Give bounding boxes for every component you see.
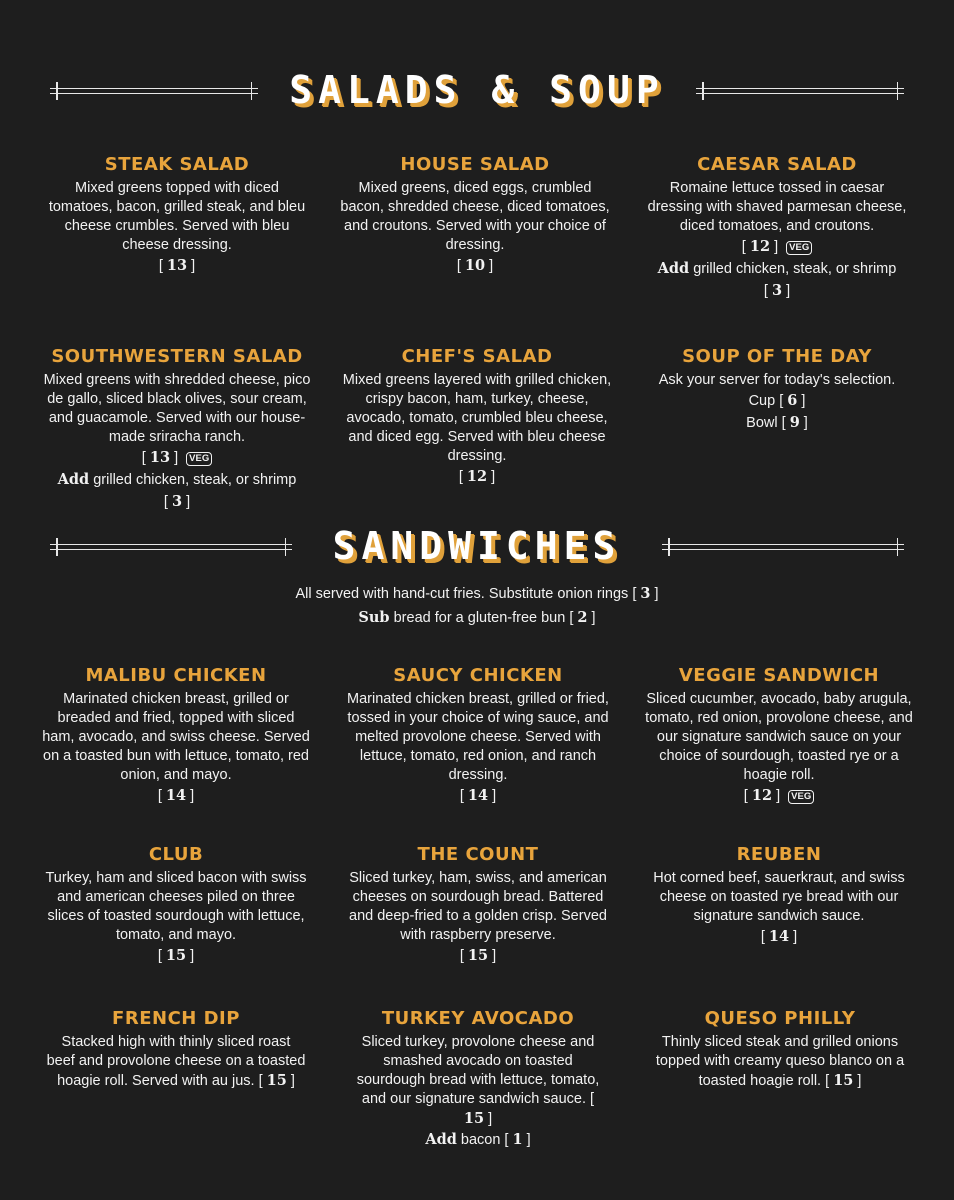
menu-item-malibu-chicken bbox=[40, 665, 312, 807]
note-price: 2 bbox=[577, 609, 588, 626]
cup-price: 6 bbox=[787, 392, 798, 409]
item-description: Mixed greens with shredded cheese, pico de gallo, sliced black olives, sour cream, and guacamole. Served with our house-made sriracha ranch. bbox=[43, 372, 311, 445]
sandwiches-note-1: All served with hand-cut fries. Substitute onion rings [ 3 ] bbox=[295, 585, 659, 602]
divider-right bbox=[696, 88, 904, 94]
divider-right bbox=[662, 544, 904, 550]
item-name: MALIBU CHICKEN bbox=[85, 665, 267, 686]
item-price: 13 bbox=[149, 449, 171, 466]
item-description: Sliced turkey, ham, swiss, and american cheeses on sourdough bread. Battered and deep-fried to a golden crisp. Served with raspberry preserve. bbox=[349, 870, 607, 943]
price-line: [ 14 ] bbox=[157, 787, 195, 804]
item-price: 14 bbox=[467, 787, 489, 804]
menu-item-caesar-salad bbox=[642, 154, 912, 302]
item-price: 15 bbox=[165, 947, 187, 964]
item-price: 12 bbox=[749, 238, 771, 255]
price-line: [ 15 ] bbox=[459, 947, 497, 964]
item-name: SOUP OF THE DAY bbox=[682, 346, 872, 367]
menu-item-queso-philly bbox=[648, 1008, 912, 1091]
add-word: Add bbox=[57, 471, 90, 488]
item-description: Mixed greens layered with grilled chicken, crispy bacon, ham, turkey, cheese, avocado, tomato, crumbled bleu cheese, and diced egg. Served with bleu cheese dressing. bbox=[342, 372, 612, 464]
note-text: All served with hand-cut fries. Substitute onion rings bbox=[295, 586, 629, 602]
item-name: SOUTHWESTERN SALAD bbox=[51, 346, 303, 367]
menu-item-veggie-sandwich bbox=[644, 665, 914, 807]
item-price: 13 bbox=[166, 257, 188, 274]
sandwiches-note-2: Sub bread for a gluten-free bun [ 2 ] bbox=[358, 609, 596, 626]
item-description: Marinated chicken breast, grilled or breaded and fried, topped with sliced ham, avocado, and swiss cheese. Served on a toasted bun with lettuce, tomato, red onion, and mayo. bbox=[42, 691, 310, 783]
item-name: CLUB bbox=[148, 844, 204, 865]
item-name: CAESAR SALAD bbox=[697, 154, 857, 175]
item-description: Mixed greens, diced eggs, crumbled bacon, shredded cheese, diced tomatoes, and croutons. Served with your choice of dressing. bbox=[340, 180, 610, 253]
item-price: 12 bbox=[751, 787, 773, 804]
item-name: HOUSE SALAD bbox=[400, 154, 550, 175]
add-word: Add bbox=[425, 1131, 457, 1148]
desc-text: Stacked high with thinly sliced roast beef and provolone cheese on a toasted hoagie roll. Served with au jus. bbox=[46, 1034, 306, 1089]
item-description: Sliced turkey, provolone cheese and smashed avocado on toasted sourdough bread with lettuce, tomato, and our signature sandwich sauce. [ 15 ] bbox=[356, 1034, 600, 1127]
menu-item-southwestern-salad bbox=[38, 346, 316, 513]
add-on-price: 1 bbox=[512, 1131, 523, 1148]
menu-item-the-count bbox=[340, 844, 616, 967]
add-on-line bbox=[642, 258, 912, 280]
price-line: [ 13 ] bbox=[158, 257, 196, 274]
menu-item-reuben bbox=[644, 844, 914, 948]
item-price: 10 bbox=[464, 257, 486, 274]
add-on-line: Add bacon [ 1 ] bbox=[425, 1131, 531, 1148]
item-description: Marinated chicken breast, grilled or fried, tossed in your choice of wing sauce, and melted provolone cheese. Served with lettuce, tomato, red onion, and ranch dressing. bbox=[347, 691, 609, 783]
item-name: QUESO PHILLY bbox=[704, 1008, 856, 1029]
price-line: [ 14 ] bbox=[760, 928, 798, 945]
menu-item-club bbox=[40, 844, 312, 967]
item-description: Stacked high with thinly sliced roast beef and provolone cheese on a toasted hoagie roll. Served with au jus. [ 15 ] bbox=[46, 1034, 306, 1089]
item-description: Mixed greens topped with diced tomatoes, bacon, grilled steak, and bleu cheese crumbles. Served with bleu cheese dressing. bbox=[48, 180, 306, 253]
note-text: bread for a gluten-free bun bbox=[393, 610, 566, 626]
item-description: Turkey, ham and sliced bacon with swiss and american cheeses piled on three slices of toasted sourdough with lettuce, tomato, and mayo. bbox=[45, 870, 307, 943]
menu-item-turkey-avocado bbox=[350, 1008, 606, 1151]
cup-label: Cup bbox=[748, 393, 776, 409]
item-name: FRENCH DIP bbox=[112, 1008, 240, 1029]
desc-text: Sliced turkey, provolone cheese and smashed avocado on toasted sourdough bread with lettuce, tomato, and our signature sandwich sauce. bbox=[356, 1034, 600, 1107]
price-line: [ 10 ] bbox=[456, 257, 494, 274]
price-line: [ 12 ] VEG bbox=[644, 785, 914, 807]
price-line: [ 14 ] bbox=[459, 787, 497, 804]
salads-section-title: SALADS & SOUP bbox=[289, 68, 665, 112]
note-price: 3 bbox=[640, 585, 651, 602]
add-word: Add bbox=[657, 260, 690, 277]
add-on-text: grilled chicken, steak, or shrimp bbox=[693, 261, 897, 277]
item-name: CHEF'S SALAD bbox=[401, 346, 553, 367]
add-on-text: grilled chicken, steak, or shrimp bbox=[93, 472, 297, 488]
add-on-price-line: [ 3 ] bbox=[163, 493, 191, 510]
item-description: Hot corned beef, sauerkraut, and swiss cheese on toasted rye bread with our signature sandwich sauce. bbox=[653, 870, 905, 924]
veg-badge: VEG bbox=[788, 790, 814, 804]
sub-word: Sub bbox=[358, 609, 390, 626]
cup-price-line: Cup [ 6 ] bbox=[748, 392, 806, 409]
add-on-price-line: [ 3 ] bbox=[763, 282, 791, 299]
item-name: THE COUNT bbox=[417, 844, 539, 865]
price-line: [ 13 ] VEG bbox=[38, 447, 316, 469]
add-on-line bbox=[38, 469, 316, 491]
bowl-price: 9 bbox=[789, 414, 800, 431]
item-name: SAUCY CHICKEN bbox=[393, 665, 563, 686]
item-price: 15 bbox=[467, 947, 489, 964]
bowl-label: Bowl bbox=[746, 415, 778, 431]
menu-item-steak-salad bbox=[42, 154, 312, 277]
menu-item-saucy-chicken bbox=[343, 665, 613, 807]
menu-item-house-salad bbox=[340, 154, 610, 277]
menu-item-chefs-salad bbox=[342, 346, 612, 488]
add-on-price: 3 bbox=[771, 282, 783, 299]
item-name: REUBEN bbox=[736, 844, 822, 865]
item-price: 14 bbox=[768, 928, 790, 945]
desc-text: Thinly sliced steak and grilled onions topped with creamy queso blanco on a toasted hoagie roll. bbox=[655, 1034, 905, 1089]
menu-item-french-dip bbox=[46, 1008, 306, 1091]
item-price: 15 bbox=[833, 1072, 854, 1089]
bowl-price-line: Bowl [ 9 ] bbox=[746, 414, 808, 431]
item-name: STEAK SALAD bbox=[104, 154, 250, 175]
price-line: [ 12 ] bbox=[458, 468, 496, 485]
veg-badge: VEG bbox=[786, 241, 812, 255]
price-line: [ 12 ] VEG bbox=[642, 236, 912, 258]
price-line: [ 15 ] bbox=[157, 947, 195, 964]
item-description: Sliced cucumber, avocado, baby arugula, tomato, red onion, provolone cheese, and our signature sandwich sauce on your choice of sourdough, toasted rye or a hoagie roll. bbox=[645, 691, 913, 783]
add-on-price: 3 bbox=[171, 493, 183, 510]
item-price: 14 bbox=[165, 787, 187, 804]
item-description: Romaine lettuce tossed in caesar dressing with shaved parmesan cheese, diced tomatoes, and croutons. bbox=[647, 180, 907, 234]
add-on-text: bacon bbox=[460, 1132, 501, 1148]
menu-item-soup-of-the-day bbox=[642, 346, 912, 434]
item-description: Ask your server for today's selection. bbox=[658, 372, 896, 388]
item-description: Thinly sliced steak and grilled onions topped with creamy queso blanco on a toasted hoagie roll. [ 15 ] bbox=[655, 1034, 905, 1089]
sandwiches-section-title: SANDWICHES bbox=[332, 524, 622, 568]
item-price: 15 bbox=[266, 1072, 287, 1089]
item-price: 12 bbox=[466, 468, 488, 485]
item-name: TURKEY AVOCADO bbox=[381, 1008, 575, 1029]
item-name: VEGGIE SANDWICH bbox=[678, 665, 880, 686]
veg-badge: VEG bbox=[186, 452, 212, 466]
item-price: 15 bbox=[463, 1110, 485, 1127]
